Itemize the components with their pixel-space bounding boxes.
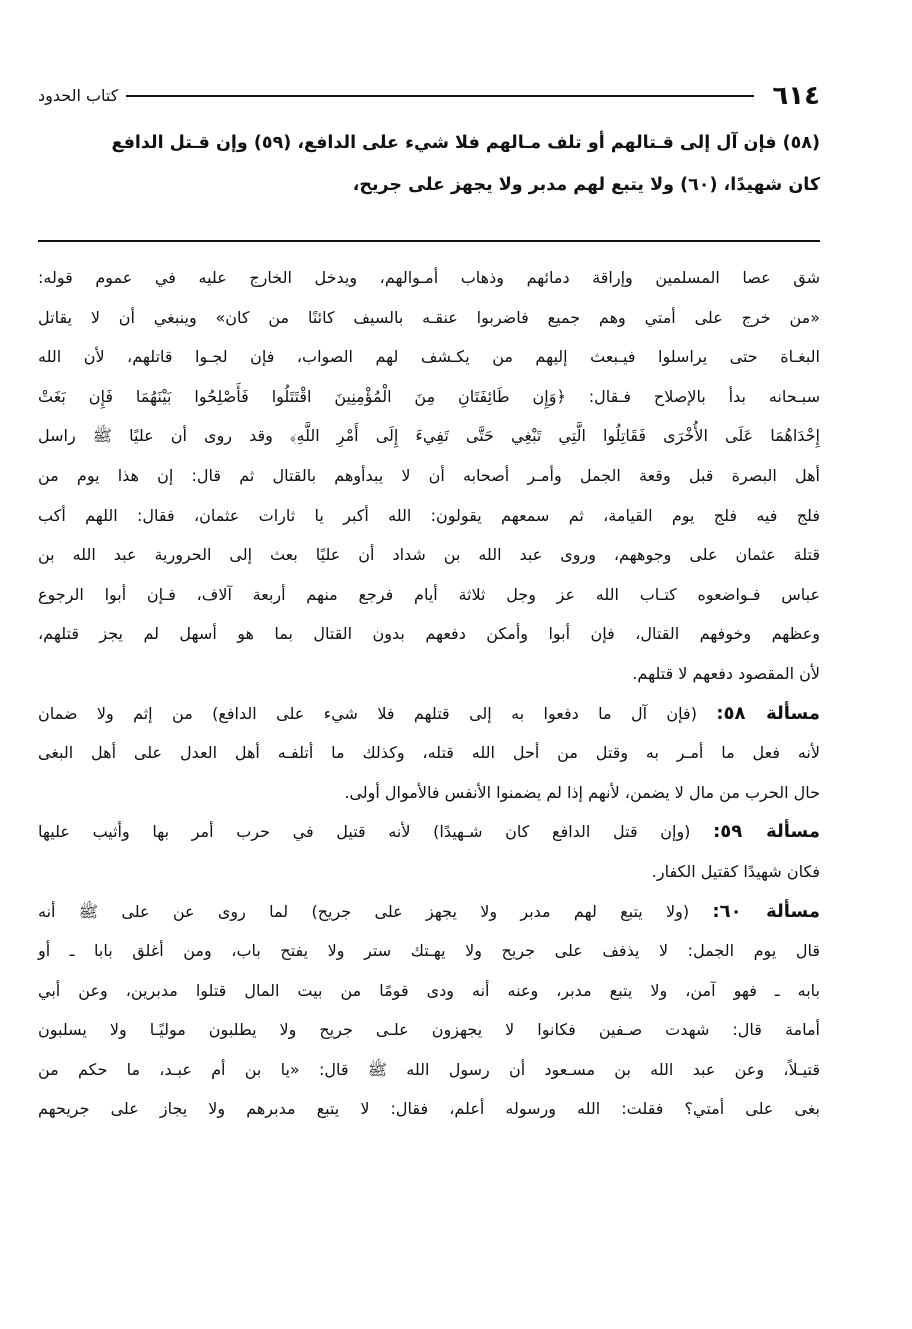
text-line: لأنه فعل ما أمـر به وقتل من أحل الله قتله، وكذلك ما أتلفـه أهل العدل على أهل البغى	[38, 743, 820, 763]
masala-text: (وإن قتل الدافع كان شـهيدًا) لأنه قتيل في حرب أمر بها وأثيب عليها	[38, 822, 691, 842]
section-divider	[38, 240, 820, 242]
text-line: أهل البصرة قبل وقعة الجمل وأمـر أصحابه أن لا يبدأوهم بالقتال ثم قال: إن هذا يوم من	[38, 465, 820, 485]
masala-label: مسألة ٥٨:	[716, 702, 820, 724]
matn-line: (٥٨) فإن آل إلى قـتالهم أو تلف مـالهم فلا شيء على الدافع، (٥٩) وإن قـتل الدافع	[111, 133, 820, 153]
masala-label: مسألة ٦٠:	[712, 900, 820, 922]
header-rule	[126, 95, 754, 97]
masala-60	[38, 892, 820, 1130]
text-line: قتيـلاً، وعن عبد الله بن مسـعود أن رسول الله ﷺ قال: «يا بن أم عبـد، ما حكم من	[38, 1059, 820, 1079]
text-line: قال يوم الجمل: لا يذفف على جريح ولا يهـتك ستر ولا يفتح باب، ومن أغلق بابا ـ أو	[38, 941, 820, 961]
text-line: بغى على أمتي؟ فقلت: الله ورسوله أعلم، فقال: لا يتبع مدبرهم ولا يجاز على جريحهم	[38, 1099, 820, 1119]
text-line: «من خرج على أمتي وهم جميع فاضربوا عنقـه بالسيف كائنًا من كان» وينبغي أن لا يقاتل	[38, 307, 820, 327]
text-line: البغـاة حتى يراسلوا فيـبعث إليهم من يكـشف لهم الصواب، فإن لجـوا قاتلهم، لأن الله	[38, 347, 820, 367]
matn-text	[38, 122, 820, 206]
book-page	[38, 78, 820, 1298]
text-line	[38, 812, 820, 852]
masala-text: (ولا يتبع لهم مدبر ولا يجهز على جريح) لما روى عن على ﷺ أنه	[38, 901, 690, 921]
intro-paragraph	[38, 258, 820, 694]
text-line: قتلة عثمان على وجوههم، وروى عبد الله بن شداد أن عليًا بعث إلى الحرورية عبد الله بن	[38, 545, 820, 565]
quran-verse-line: سبـحانه بدأ بالإصلاح فـقال: ﴿وَإِن طَائِفَتَانِ مِنَ الْمُؤْمِنِينَ اقْتَتَلُوا فَأَصْلِحُوا بَيْنَهُمَا فَإِن بَغَتْ	[38, 386, 820, 406]
text-line: حال الحرب من مال لا يضمن، لأنهم إذا لم يضمنوا الأنفس فالأموال أولى.	[344, 782, 820, 802]
text-line	[38, 694, 820, 734]
commentary	[38, 258, 820, 1129]
running-head	[38, 78, 820, 114]
text-line: وعظهم وخوفهم القتال، فإن أبوا وأمكن دفعهم بدون القتال بما هو أسهل لم يجز قتلهم،	[38, 624, 820, 644]
text-line: بابه ـ فهو آمن، ولا يتبع مدبر، وعنه أنه ودى قومًا من بيت المال قتلوا مدبرين، وعن أبي	[38, 980, 820, 1000]
text-line: شق عصا المسلمين وإراقة دمائهم وذهاب أمـوالهم، ويدخل الخارج عليه في عموم قوله:	[38, 268, 820, 287]
book-title: كتاب الحدود	[38, 86, 119, 105]
matn-line: كان شهيدًا، (٦٠) ولا يتبع لهم مدبر ولا يجهز على جريح،	[352, 175, 820, 195]
masala-text: (فإن آل ما دفعوا به إلى قتلهم فلا شيء على الدافع) من إثم ولا ضمان	[38, 703, 697, 723]
text-line: عباس فـواضعوه كتـاب الله عز وجل ثلاثة أيام فرجع منهم أربعة آلاف، فـإن أبوا الرجوع	[38, 584, 820, 604]
masala-58	[38, 694, 820, 813]
quran-verse-line: إِحْدَاهُمَا عَلَى الأُخْرَى فَقَاتِلُوا الَّتِي تَبْغِي حَتَّى تَفِيءَ إِلَى أَمْرِ اللَّهِ﴾ وقد روى أن عليًا ﷺ راسل	[38, 426, 820, 446]
text-line: فلج فيه فلج يوم القيامة، ثم سمعهم يقولون: الله أكبر يا ثارات عثمان، فقال: اللهم أكب	[38, 505, 820, 525]
text-line: لأن المقصود دفعهم لا قتلهم.	[632, 663, 820, 683]
masala-59	[38, 812, 820, 891]
text-line: فكان شهيدًا كقتيل الكفار.	[651, 861, 820, 881]
page-number: ٦١٤	[772, 81, 820, 111]
text-line: أمامة قال: شهدت صـفين فكانوا لا يجهزون علـى جريح ولا يطلبون موليًـا ولا يسلبون	[38, 1020, 820, 1040]
text-line	[38, 892, 820, 932]
masala-label: مسألة ٥٩:	[713, 821, 821, 843]
